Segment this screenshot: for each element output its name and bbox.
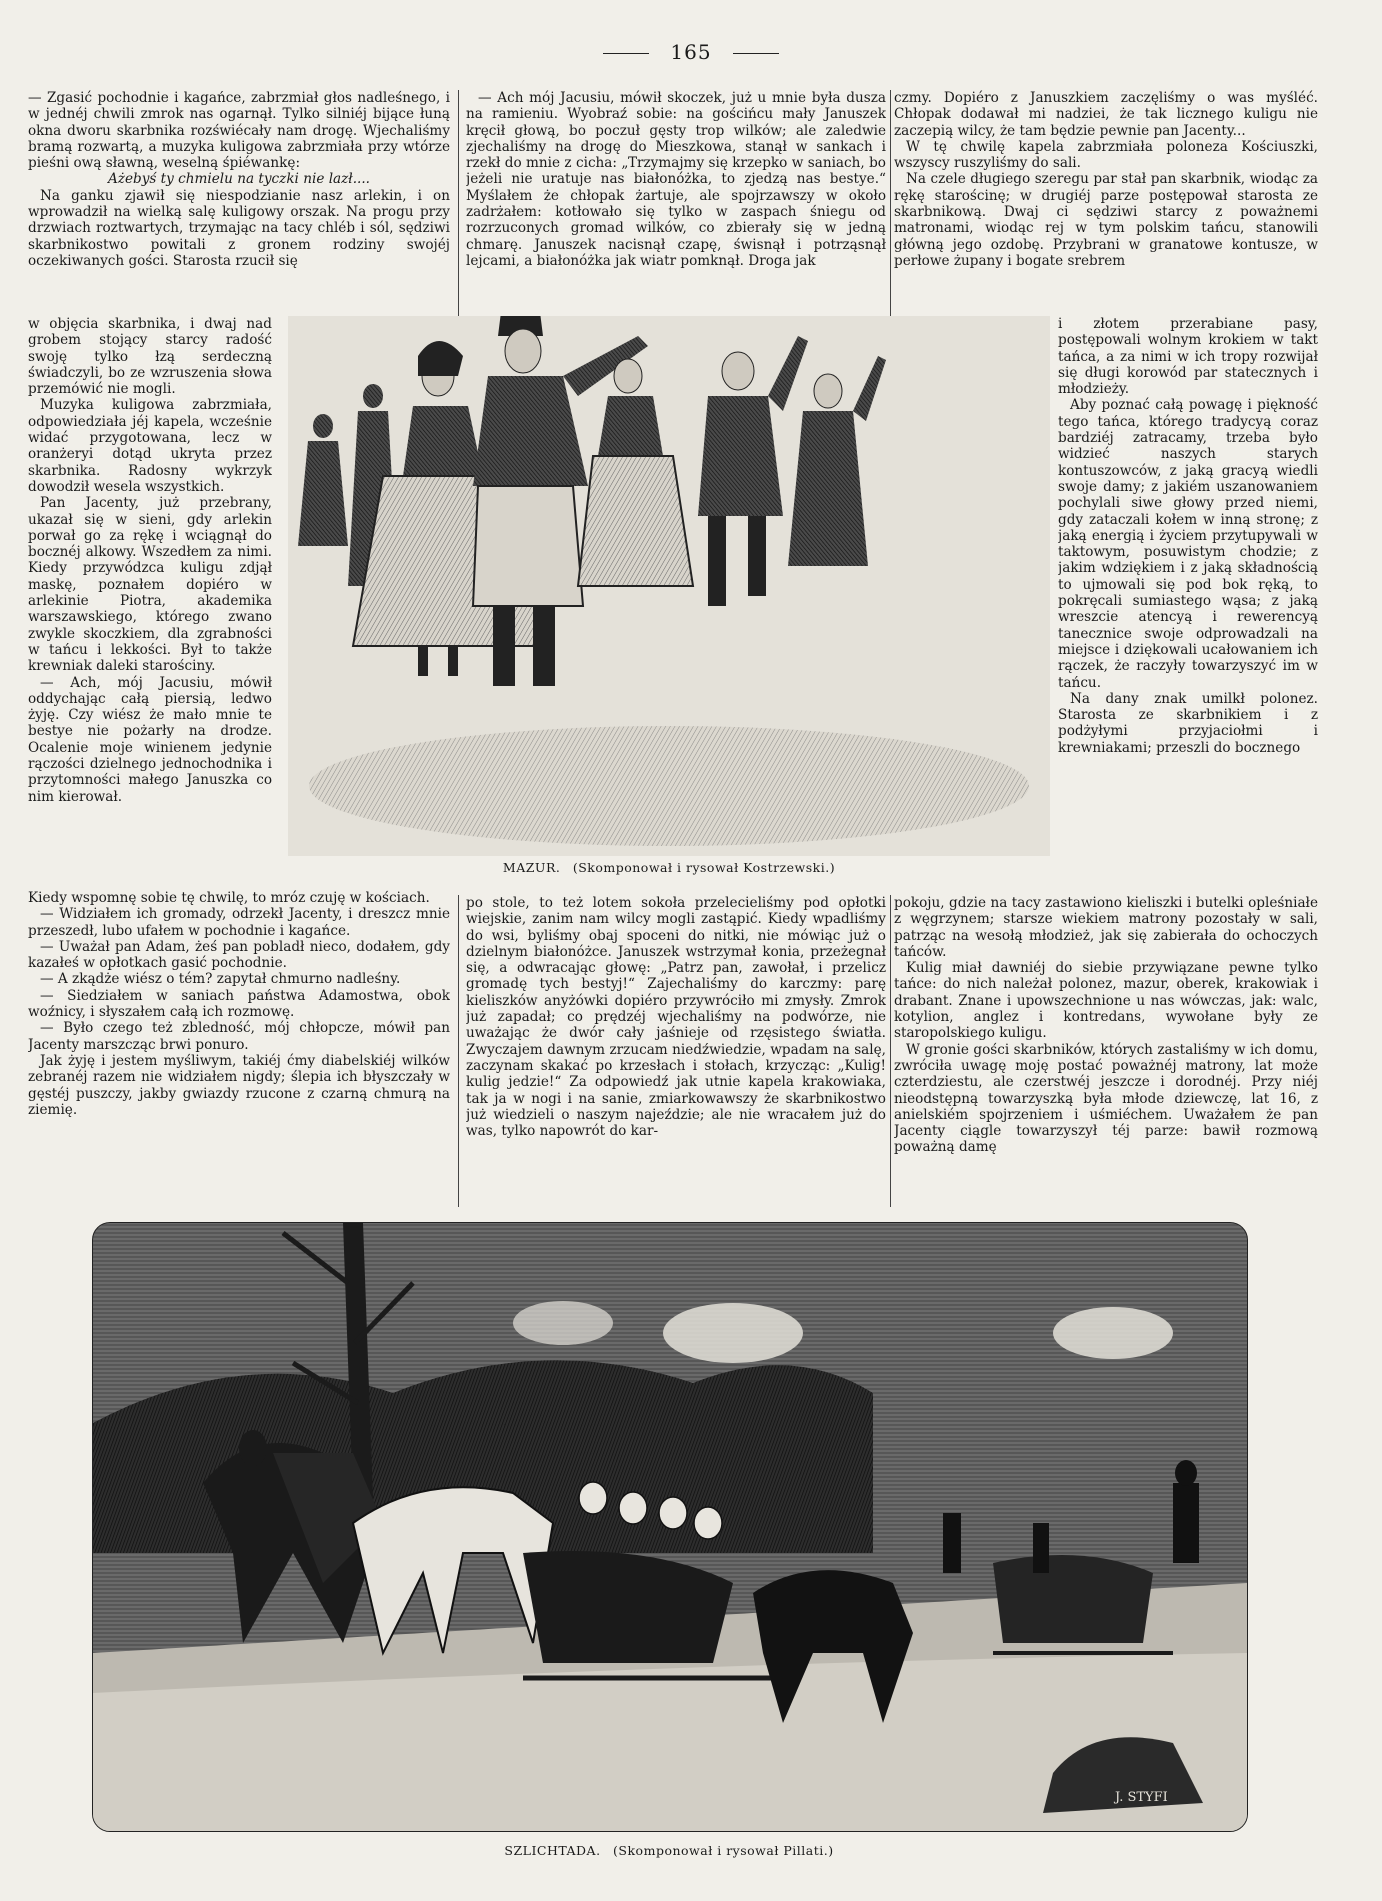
szlichtada-credit: (Skomponował i rysował Pillati.) xyxy=(613,1843,834,1858)
mazur-credit: (Skomponował i rysował Kostrzewski.) xyxy=(572,860,836,875)
middle-column-bottom xyxy=(466,895,886,1210)
mazur-caption xyxy=(288,860,1050,875)
page-number: 165 xyxy=(670,40,712,64)
szlichtada-caption xyxy=(92,1843,1246,1858)
paragraph: i złotem przerabiane pasy, postępowali wolnym krokiem w takt tańca, a za nimi w ich tropy rozwijał się długi korowód par statecznych i młodzieży. xyxy=(1058,316,1318,398)
paragraph: po stole, to też lotem sokoła przelecieliśmy pod opłotki wiejskie, zanim nam wilcy mogli zastąpić. Kiedy wpadliśmy do wsi, byliśmy obaj spoceni do nitki, nie mówiąc już o dzielnym białonóżce. Januszek wstrzymał konia, przeżegnał się, a odwracając głowę: „Patrz pan, zawołał, i przelicz gromadę tych bestyj!“ Zajechaliśmy do karczmy: parę kieliszków anyżówki dopiéro przywróciło mi zmysły. Zmrok już zapadał; co prędzéj wjechaliśmy na podwórze, nie uważając że dwór cały jaśnieje od rzęsistego światła. Zwyczajem dawnym zrzucam niedźwiedzie, wpadam na salę, zaczynam skakać po krzesłach i stołach, krzycząc: „Kulig! kulig jedzie!“ Za odpowiedź jak utnie kapela krakowiaka, tak ja w nogi i na sanie, zmiarkowawszy że skarbnikostwo już wiedzieli o naszym najeździe; ale nie wracałem już do was, tylko napowrót do kar- xyxy=(466,895,886,1140)
left-column-bottom xyxy=(28,890,450,1210)
left-column-top xyxy=(28,90,450,315)
page-header xyxy=(0,40,1382,64)
szlichtada-title: SZLICHTADA. xyxy=(504,1843,601,1858)
paragraph: Na czele długiego szeregu par stał pan skarbnik, wiodąc za rękę starościnę; w drugiéj parze postępował starosta ze skarbnikową. Dwaj ci sędziwi starcy z poważnemi matronami, wiodąc rej w tym polskim tańcu, stanowili główną jego ozdobę. Przybrani w granatowe kontusze, w perłowe żupany i bogate srebrem xyxy=(894,171,1318,269)
paragraph: — Siedziałem w saniach państwa Adamostwa, obok woźnicy, i słyszałem całą ich rozmowę. xyxy=(28,987,450,1021)
paragraph: Kiedy wspomnę sobie tę chwilę, to mróz czuję w kościach. xyxy=(28,890,430,906)
engraver-signature: J. STYFI xyxy=(1115,1790,1168,1805)
paragraph: Na dany znak umilkł polonez. Starosta ze skarbnikiem i z podżyłymi przyjaciołmi i krewniakami; przeszli do bocznego xyxy=(1058,690,1318,756)
mazur-title: MAZUR. xyxy=(502,860,561,875)
header-dash-left xyxy=(603,53,649,54)
paragraph: — Zgasić pochodnie i kagańce, zabrzmiał głos nadleśnego, i w jednéj chwili zmrok nas ogarnął. Tylko silniéj bijące łuną okna dworu skarbnika rozświécały nam drogę. Wjechaliśmy bramą rozwartą, a muzyka kuligowa zabrzmiała przy wtórze pieśni ową sławną, weselną śpiéwankę: xyxy=(28,90,450,172)
paragraph: W gronie gości skarbników, których zastaliśmy w ich domu, zwróciła uwagę moję postać poważnéj matrony, lat może czterdziestu, ale czerstwéj jeszcze i dorodnéj. Przy niéj nieodstępną towarzyszką była młode dziewczę, lat 16, z anielskiém spojrzeniem i uśmiéchem. Uważałem że pan Jacenty ciągle towarzyszył téj parze: bawił rozmową poważną damę xyxy=(894,1041,1318,1156)
left-column-narrow xyxy=(28,316,272,890)
header-dash-right xyxy=(733,53,779,54)
sleigh-ride-engraving xyxy=(93,1223,1247,1831)
paragraph: — A zkądże wiész o tém? zapytał chmurno nadleśny. xyxy=(40,971,401,988)
paragraph: — Uważał pan Adam, żeś pan pobladł nieco, dodałem, gdy kazałeś w opłotkach gasić pochodnie. xyxy=(28,938,450,972)
paragraph: czmy. Dopiéro z Januszkiem zaczęliśmy o was myśléć. Chłopak dodawał mi nadziei, że tak licznego kuligu nie zaczepią wilcy, że tam będzie pewnie pan Jacenty... xyxy=(894,90,1318,139)
paragraph: — Ach mój Jacusiu, mówił skoczek, już u mnie była dusza na ramieniu. Wyobraź sobie: na gościńcu mały Januszek kręcił głową, bo poczuł gęsty trop wilków; ale zaledwie zjechaliśmy na drogę do Mieszkowa, stanął w sankach i rzekł do mnie z cicha: „Trzymajmy się krzepko w saniach, bo jeżeli nie uratuje nas białonóżka, to zjedzą nas bestye.“ Myślałem że chłopak żartuje, ale spojrzawszy w około zadrżałem: kotłowało się tylko w zaspach śniegu od rozrzuconych gromad wilków, co zbierały się w jedną chmarę. Januszek nacisnął czapę, świsnął i potrząsnął lejcami, a białonóżka jak wiatr pomknął. Droga jak xyxy=(466,90,886,269)
dancers-engraving xyxy=(288,316,1050,856)
column-rule xyxy=(458,90,459,318)
right-column-narrow xyxy=(1058,316,1318,890)
song-line: Ażebyś ty chmielu na tyczki nie lazł.... xyxy=(107,171,371,188)
szlichtada-illustration xyxy=(92,1222,1248,1832)
column-rule xyxy=(890,90,891,318)
paragraph: — Widziałem ich gromady, odrzekł Jacenty, i dreszcz mnie przeszedł, lubo ufałem w pochodnie i kagańce. xyxy=(28,906,450,939)
right-column-top xyxy=(894,90,1318,315)
column-rule xyxy=(458,895,459,1207)
paragraph: pokoju, gdzie na tacy zastawiono kieliszki i butelki opleśniałe z węgrzynem; starsze wiekiem matrony pozostały w sali, patrząc na wesołą młodzież, jak się zabierała do ochoczych tańców. xyxy=(894,895,1318,960)
paragraph: Na ganku zjawił się niespodzianie nasz arlekin, i on wprowadził na wielką salę kuligowy orszak. Na progu przy drzwiach roztwartych, trzymając na tacy chléb i sól, sędziwi skarbnikostwo powitali z gronem rodziny swojéj oczekiwanych gości. Starosta rzucił się xyxy=(28,187,450,269)
paragraph: Pan Jacenty, już przebrany, ukazał się w sieni, gdy arlekin porwał go za rękę i wciągnął do bocznéj alkowy. Wszedłem za nimi. Kiedy przywódzca kuligu zdjął maskę, poznałem dopiéro w arlekinie Piotra, akademika warszawskiego, którego zwano zwykle skoczkiem, dla zgrabności w tańcu i lekkości. Był to także krewniak daleki starościny. xyxy=(28,495,272,675)
paragraph: — Było czego też zbledność, mój chłopcze, mówił pan Jacenty marszcząc brwi ponuro. xyxy=(28,1020,450,1053)
paragraph: Aby poznać całą powagę i piękność tego tańca, którego tradycyą coraz bardziéj zatracamy, trzeba było widzieć naszych starych kontuszowców, z jaką gracyą wiedli swoje damy; z jakiém uszanowaniem pochylali siwe głowy przed niemi, gdy zataczali kołem w inną stronę; z jaką energią i życiem przytupywali w taktowym, posuwistym chodzie; z jakim wdziękiem i z jaką składnością to ujmowali się pod bok ręką, to pokręcali sumiastego wąsa; z jaką wreszcie atencyą i rewerencyą tanecznice swoje odprowadzali na miejsce i dziękowali ucałowaniem ich rączek, że raczyły towarzyszyć im w tańcu. xyxy=(1058,397,1318,691)
column-rule xyxy=(890,895,891,1207)
paragraph: W tę chwilę kapela zabrzmiała poloneza Kościuszki, wszyscy ruszyliśmy do sali. xyxy=(894,138,1318,172)
paragraph: Jak żyję i jestem myśliwym, takiéj ćmy diabelskiéj wilków zebranéj razem nie widziałem nigdy; ślepia ich błyszczały w gęstéj puszczy, jakby gwiazdy rzucone z czarną chmurą na ziemię. xyxy=(28,1052,450,1118)
paragraph: Muzyka kuligowa zabrzmiała, odpowiedziała jéj kapela, wcześnie widać przygotowana, lecz w oranżeryi dotąd ukryta przez skarbnika. Radosny wykrzyk dowodził wesela wszystkich. xyxy=(28,397,272,495)
paragraph: Kulig miał dawniéj do siebie przywiązane pewne tylko tańce: do nich należał polonez, mazur, oberek, krakowiak i drabant. Znane i upowszechnione u nas wówczas, jak: walc, kotylion, anglez i kontredans, wywołane były ze staropolskiego kuligu. xyxy=(894,960,1318,1042)
paragraph: — Ach, mój Jacusiu, mówił oddychając całą piersią, ledwo żyję. Czy wiész że mało mnie te bestye nie pożarły na drodze. Ocalenie moje winienem jedynie rączości dzielnego jednochodnika i przytomności małego Januszka co nim kierował. xyxy=(28,674,272,805)
right-column-bottom xyxy=(894,895,1318,1210)
paragraph: w objęcia skarbnika, i dwaj nad grobem stojący starcy radość swoję tylko łzą serdeczną świadczyli, bo ze wzruszenia słowa przemówić nie mogli. xyxy=(28,316,272,398)
mazur-illustration xyxy=(288,316,1050,856)
middle-column-top xyxy=(466,90,886,315)
